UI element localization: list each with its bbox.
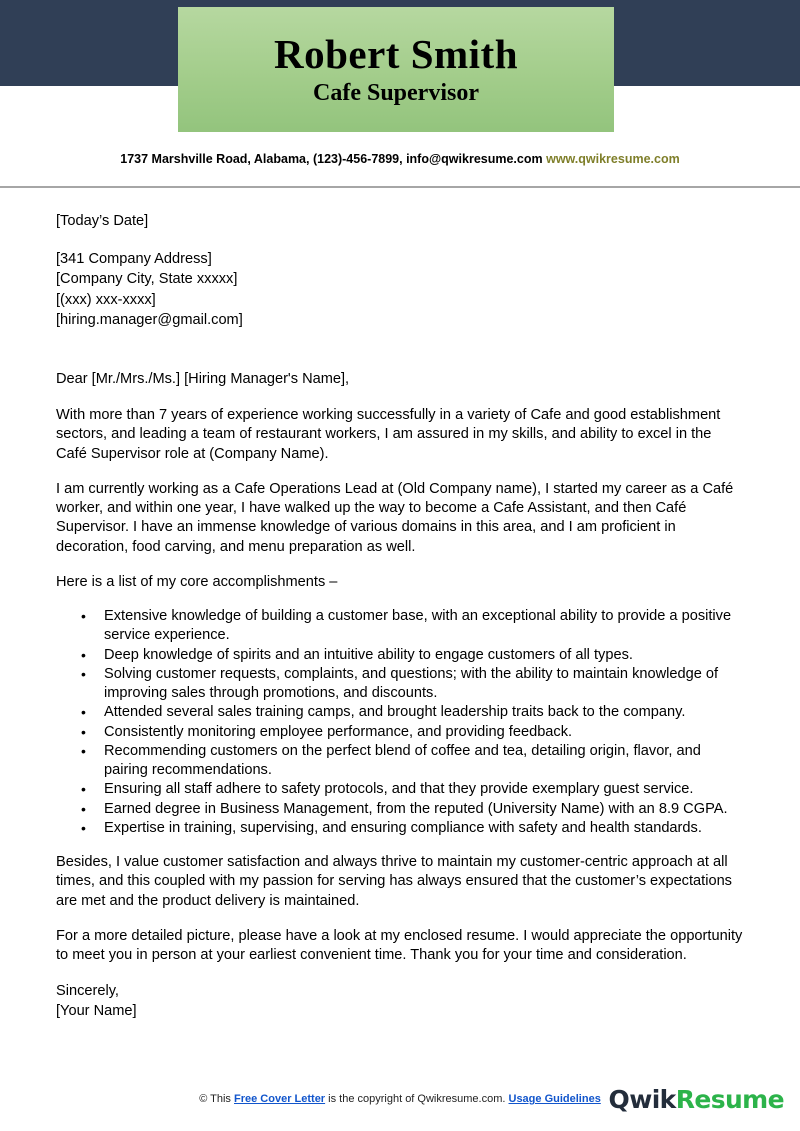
list-item: • Expertise in training, supervising, and ensuring compliance with safety and health standards.	[104, 819, 746, 838]
date-placeholder: [Today’s Date]	[56, 213, 149, 229]
signature-block	[56, 981, 746, 1021]
job-title: Cafe Supervisor	[313, 79, 479, 106]
list-item: • Earned degree in Business Management, from the reputed (University Name) with an 8.9 CGPA.	[104, 800, 746, 819]
logo-text-resume: Resume	[675, 1085, 784, 1114]
recipient-address-block	[56, 249, 746, 330]
address-line: [(xxx) xxx-xxxx]	[56, 291, 156, 308]
free-cover-letter-link[interactable]: Free Cover Letter	[234, 1093, 326, 1105]
paragraph-4: For a more detailed picture, please have a look at my enclosed resume. I would appreciate the opportunity to meet you in person at your earliest convenient time. Thank you for your time and consideration.	[56, 927, 743, 963]
logo-text-qwik: Qwik	[608, 1085, 676, 1114]
list-item: • Solving customer requests, complaints, and questions; with the ability to maintain knowledge of improving sales through promotions, and discounts.	[104, 665, 746, 704]
paragraph-2: I am currently working as a Cafe Operations Lead at (Old Company name), I started my career as a Café worker, and within one year, I have walked up the way to become a Cafe Assistant, and then Café Supervisor. I have an immense knowledge of various domains in this area, and I am proficient in decoration, food carving, and menu preparation as well.	[56, 480, 734, 555]
accomplishments-intro: Here is a list of my core accomplishments –	[56, 573, 338, 590]
list-item: • Ensuring all staff adhere to safety protocols, and that they provide exemplary guest service.	[104, 780, 746, 799]
list-item: • Recommending customers on the perfect blend of coffee and tea, detailing origin, flavor, and pairing recommendations.	[104, 742, 746, 781]
document-footer	[0, 1073, 800, 1131]
signature-placeholder: [Your Name]	[56, 1003, 137, 1020]
copyright-prefix: © This	[199, 1093, 234, 1105]
list-item: • Deep knowledge of spirits and an intuitive ability to engage customers of all types.	[104, 646, 746, 665]
contact-line	[0, 152, 800, 166]
closing-line: Sincerely,	[56, 983, 119, 1000]
address-line: [hiring.manager@gmail.com]	[56, 311, 243, 328]
salutation: Dear [Mr./Mrs./Ms.] [Hiring Manager's Name],	[56, 370, 350, 387]
document-header	[0, 0, 800, 188]
address-line: [Company City, State xxxxx]	[56, 271, 238, 288]
list-item: • Consistently monitoring employee performance, and providing feedback.	[104, 723, 746, 742]
header-divider	[0, 186, 800, 188]
accomplishments-list	[56, 607, 746, 838]
usage-guidelines-link[interactable]: Usage Guidelines	[508, 1093, 601, 1105]
name-title-box	[178, 7, 614, 132]
address-line: [341 Company Address]	[56, 251, 212, 268]
paragraph-3: Besides, I value customer satisfaction and always thrive to maintain my customer-centric approach at all times, and this coupled with my passion for serving has always ensured that the customer’s expectations are met and the product delivery is maintained.	[56, 854, 732, 909]
candidate-name: Robert Smith	[273, 30, 518, 77]
qwikresume-logo[interactable]	[609, 1085, 784, 1114]
list-item: • Extensive knowledge of building a customer base, with an exceptional ability to provide a positive service experience.	[104, 607, 746, 646]
paragraph-1: With more than 7 years of experience working successfully in a variety of Cafe and good establishment sectors, and leading a team of restaurant workers, I am assured in my skills, and ability to excel in the Café Supervisor role at (Company Name).	[56, 407, 721, 462]
list-item: • Attended several sales training camps, and brought leadership traits back to the company.	[104, 703, 746, 722]
website-link[interactable]: www.qwikresume.com	[546, 152, 680, 166]
cover-letter-body	[56, 212, 746, 1022]
copyright-middle: is the copyright of Qwikresume.com.	[325, 1093, 509, 1105]
contact-details: 1737 Marshville Road, Alabama, (123)-456-7899, info@qwikresume.com	[120, 152, 543, 166]
